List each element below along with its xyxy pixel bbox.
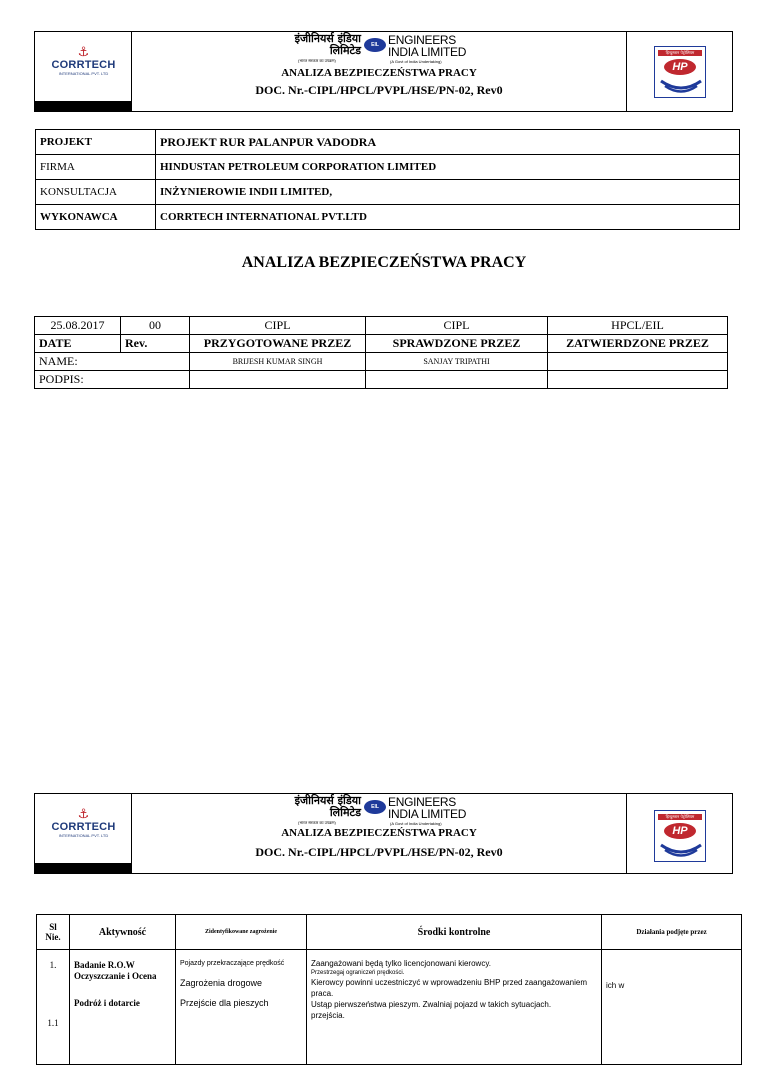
activity-header-row: Sl Nie. Aktywność Zidentyfikowane zagrożenie Środki kontrolne Działania podjęte przez <box>37 915 742 950</box>
doc-title: ANALIZA BEZPIECZEŃSTWA PRACY <box>281 827 477 839</box>
hp-logo: हिन्दुस्तान पेट्रोलियम HP <box>654 46 706 98</box>
corrtech-logo: ⚓︎ CORRTECH INTERNATIONAL PVT. LTD <box>35 794 132 854</box>
hp-waves-icon <box>659 75 703 95</box>
revision-table <box>34 316 728 389</box>
revision-labels-row: DATE Rev. PRZYGOTOWANE PRZEZ SPRAWDZONE PRZEZ ZATWIERDZONE PRZEZ <box>35 335 728 353</box>
corrtech-symbol-icon: ⚓︎ <box>77 45 90 60</box>
corrtech-logo-cell <box>35 794 132 873</box>
black-bar <box>35 863 132 873</box>
revision-name-row: NAME: BRIJESH KUMAR SINGH SANJAY TRIPATHI <box>35 353 728 371</box>
eil-badge-icon: EIL <box>364 38 386 52</box>
eil-badge-icon: EIL <box>364 800 386 814</box>
main-title: ANALIZA BEZPIECZEŃSTWA PRACY <box>241 254 527 271</box>
hp-logo-cell <box>626 32 732 111</box>
revision-sign-row: PODPIS: <box>35 371 728 389</box>
corrtech-symbol-icon: ⚓︎ <box>77 807 90 822</box>
activity-row: 1. 1.1 Badanie R.O.W Oczyszczanie i Ocena Podróż i dotarcie Pojazdy przekraczające prędkość Zagrożenia drogowe Przejście dla pieszych Zaangażowani będą tylko licencjonowani kierowcy. Przestrzegaj ograniczeń prędkości. Kierowcy powinni uczestniczyć w wprowadzeniu BHP przed zaangażowaniem praca. Ustąp pierwszeństwa pieszym. Zwalniaj pojazd w takich sytuacjach. przejścia. ich w <box>37 950 742 1065</box>
hp-waves-icon <box>659 839 703 859</box>
page-header-1 <box>34 31 733 112</box>
project-info-table <box>35 129 740 230</box>
hp-logo-cell <box>626 794 732 873</box>
activity-table <box>36 914 742 1065</box>
eil-logo: इंजीनियर्स इंडिया लिमिटेड EIL ENGINEERS INDIA LIMITED (भारत सरकार का उपक्रम) (A Govt of India Undertaking) <box>294 794 467 826</box>
doc-number: DOC. Nr.-CIPL/HPCL/PVPL/HSE/PN-02, Rev0 <box>255 83 503 97</box>
consultant-row: KONSULTACJA INŻYNIEROWIE INDII LIMITED, <box>36 180 740 205</box>
hp-logo: हिन्दुस्तान पेट्रोलियम HP <box>654 810 706 862</box>
revision-values-row: 25.08.2017 00 CIPL CIPL HPCL/EIL <box>35 317 728 335</box>
doc-title: ANALIZA BEZPIECZEŃSTWA PRACY <box>281 67 477 79</box>
black-bar <box>35 101 132 111</box>
corrtech-logo: ⚓︎ CORRTECH INTERNATIONAL PVT. LTD <box>35 32 132 92</box>
company-row: FIRMA HINDUSTAN PETROLEUM CORPORATION LIMITED <box>36 155 740 180</box>
corrtech-logo-cell <box>35 32 132 111</box>
page-header-2 <box>34 793 733 874</box>
doc-number: DOC. Nr.-CIPL/HPCL/PVPL/HSE/PN-02, Rev0 <box>255 845 503 859</box>
contractor-row: WYKONAWCA CORRTECH INTERNATIONAL PVT.LTD <box>36 205 740 230</box>
project-row: PROJEKT PROJEKT RUR PALANPUR VADODRA <box>36 130 740 155</box>
eil-logo: इंजीनियर्स इंडिया लिमिटेड EIL ENGINEERS INDIA LIMITED (भारत सरकार का उपक्रम) (A Govt of India Undertaking) <box>294 32 467 64</box>
